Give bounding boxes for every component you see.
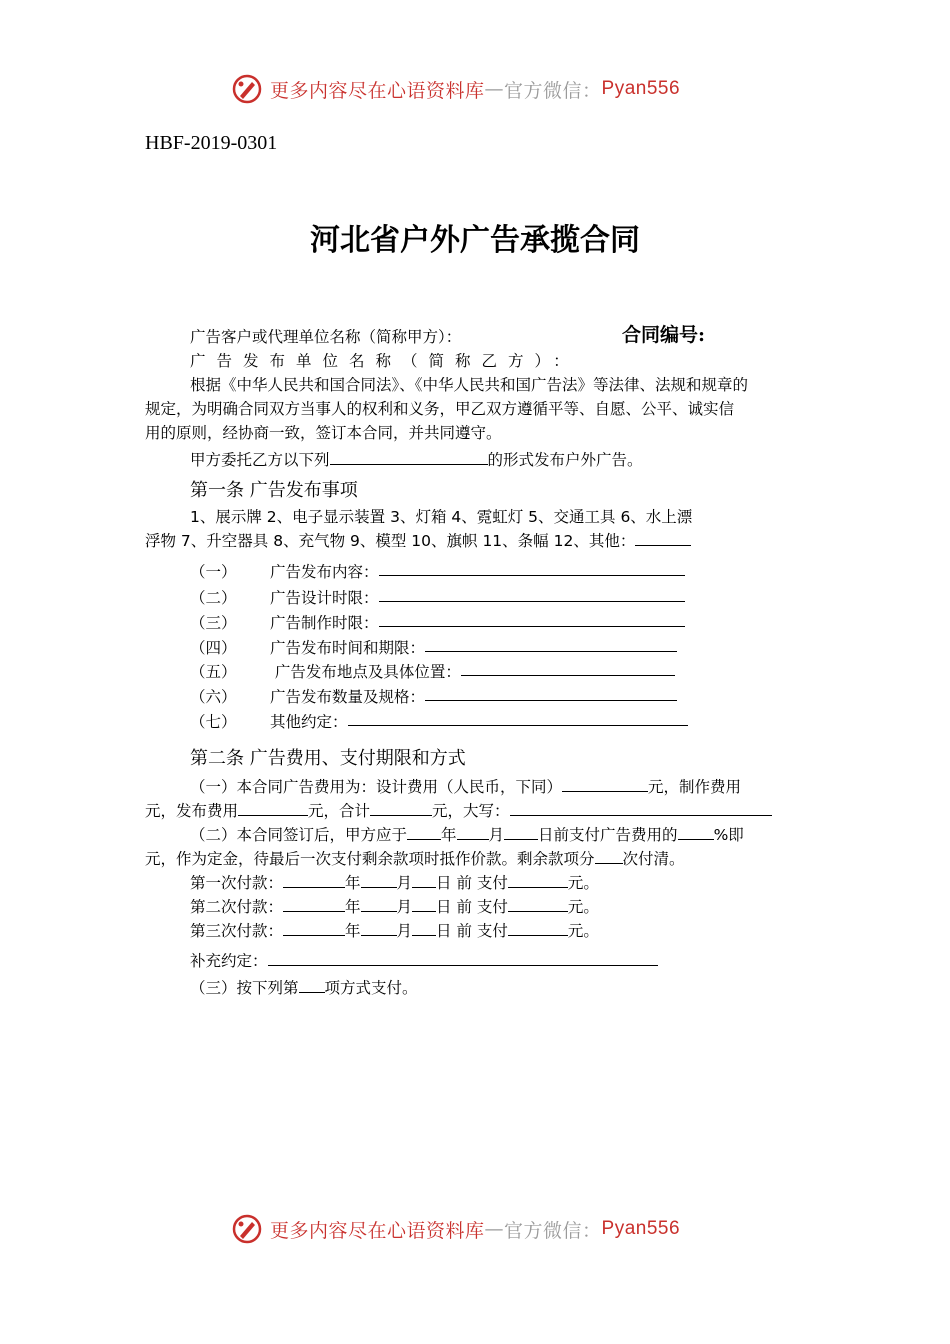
fee-text: 元，发布费用 bbox=[145, 802, 239, 820]
total-in-words-blank[interactable] bbox=[510, 800, 772, 816]
inst-text: 月 bbox=[396, 898, 413, 916]
payment-method-line bbox=[190, 976, 418, 998]
item-number: （五） bbox=[190, 663, 237, 681]
percent-blank[interactable] bbox=[678, 824, 714, 840]
method-text: 项方式支付。 bbox=[324, 979, 418, 997]
item-label: 其他约定： bbox=[270, 713, 348, 731]
item-label: 广告发布时间和期限： bbox=[270, 639, 426, 657]
inst-text: 年 bbox=[345, 874, 361, 892]
fee-text: 元，大写： bbox=[432, 802, 510, 820]
other-form-blank[interactable] bbox=[635, 530, 691, 546]
deposit-line-2 bbox=[145, 847, 685, 869]
inst-text: 元。 bbox=[567, 874, 599, 892]
party-b-label: 广告发布单位名称（简称乙方）： bbox=[190, 352, 580, 370]
item-blank[interactable] bbox=[425, 636, 677, 652]
entrust-line bbox=[190, 448, 643, 470]
item-blank[interactable] bbox=[379, 586, 685, 602]
month-blank[interactable] bbox=[457, 824, 489, 840]
installment-row bbox=[190, 895, 599, 917]
entrust-suffix: 的形式发布户外广告。 bbox=[487, 451, 643, 469]
deposit-text: 次付清。 bbox=[622, 850, 685, 868]
page-title: 河北省户外广告承揽合同 bbox=[310, 223, 640, 258]
item-blank[interactable] bbox=[379, 611, 685, 627]
inst-text: 日 前 支付 bbox=[436, 898, 508, 916]
year-blank[interactable] bbox=[407, 824, 441, 840]
ad-forms-line-1: 1、展示牌 2、电子显示装置 3、灯箱 4、霓虹灯 5、交通工具 6、水上漂 bbox=[190, 508, 693, 526]
item-label: 广告发布内容： bbox=[270, 563, 379, 581]
document-code: HBF-2019-0301 bbox=[145, 132, 278, 154]
deposit-line-1 bbox=[190, 823, 744, 845]
watermark-wechat-id: Pyan556 bbox=[601, 1218, 681, 1239]
installment-label: 第一次付款： bbox=[190, 874, 284, 892]
installment-label: 第三次付款： bbox=[190, 922, 284, 940]
watermark-wechat-label: 官方微信： bbox=[504, 79, 602, 102]
item-number: （一） bbox=[190, 563, 237, 581]
fee-text: 元，制作费用 bbox=[648, 778, 742, 796]
deposit-text: 元，作为定金，待最后一次支付剩余款项时抵作价款。剩余款项分 bbox=[145, 850, 595, 868]
item-number: （三） bbox=[190, 614, 237, 632]
total-fee-blank[interactable] bbox=[370, 800, 432, 816]
item-blank[interactable] bbox=[348, 710, 688, 726]
fee-line-2 bbox=[145, 799, 772, 821]
publish-fee-blank[interactable] bbox=[238, 800, 308, 816]
item-number: （六） bbox=[190, 688, 237, 706]
watermark-wechat-label: 官方微信： bbox=[504, 1219, 602, 1242]
installment-label: 第二次付款： bbox=[190, 898, 284, 916]
fee-text: 元，合计 bbox=[308, 802, 371, 820]
item-row bbox=[190, 685, 677, 707]
preamble-line-1: 根据《中华人民共和国合同法》、《中华人民共和国广告法》等法律、法规和规章的 bbox=[190, 376, 749, 394]
item-blank[interactable] bbox=[425, 685, 677, 701]
inst-text: 月 bbox=[396, 874, 413, 892]
inst-year-blank[interactable] bbox=[283, 896, 345, 912]
entrust-blank[interactable] bbox=[330, 449, 488, 465]
article-1-title: 第一条 广告发布事项 bbox=[190, 480, 358, 501]
installment-row bbox=[190, 871, 599, 893]
preamble-line-3: 用的原则，经协商一致，签订本合同，并共同遵守。 bbox=[145, 424, 502, 442]
pen-logo-icon bbox=[232, 74, 262, 104]
watermark-bottom bbox=[232, 1214, 680, 1244]
watermark-top bbox=[232, 74, 680, 104]
inst-year-blank[interactable] bbox=[283, 872, 345, 888]
inst-month-blank[interactable] bbox=[361, 920, 397, 936]
inst-text: 元。 bbox=[567, 922, 599, 940]
inst-day-blank[interactable] bbox=[412, 872, 436, 888]
method-blank[interactable] bbox=[299, 977, 325, 993]
party-a-label: 广告客户或代理单位名称（简称甲方）： bbox=[190, 328, 462, 346]
watermark-separator: — bbox=[484, 1218, 505, 1240]
method-text: （三）按下列第 bbox=[190, 979, 299, 997]
ad-forms-line-2 bbox=[145, 529, 691, 551]
watermark-separator: — bbox=[484, 78, 505, 100]
item-row bbox=[190, 611, 685, 633]
watermark-wechat-id: Pyan556 bbox=[601, 78, 681, 99]
design-fee-blank[interactable] bbox=[562, 776, 648, 792]
inst-amount-blank[interactable] bbox=[508, 872, 568, 888]
item-row bbox=[190, 710, 688, 732]
inst-text: 年 bbox=[345, 922, 361, 940]
item-label: 广告设计时限： bbox=[270, 589, 379, 607]
item-row bbox=[190, 586, 685, 608]
inst-text: 日 前 支付 bbox=[436, 922, 508, 940]
item-row bbox=[190, 660, 675, 682]
installment-row bbox=[190, 919, 599, 941]
inst-day-blank[interactable] bbox=[412, 896, 436, 912]
day-blank[interactable] bbox=[504, 824, 538, 840]
inst-amount-blank[interactable] bbox=[508, 920, 568, 936]
fee-line-1 bbox=[190, 775, 741, 797]
inst-text: 月 bbox=[396, 922, 413, 940]
inst-month-blank[interactable] bbox=[361, 872, 397, 888]
supplement-blank[interactable] bbox=[268, 950, 658, 966]
item-blank[interactable] bbox=[379, 560, 685, 576]
inst-month-blank[interactable] bbox=[361, 896, 397, 912]
entrust-prefix: 甲方委托乙方以下列 bbox=[190, 451, 330, 469]
deposit-text: （二）本合同签订后，甲方应于 bbox=[190, 826, 408, 844]
deposit-text: %即 bbox=[713, 826, 744, 844]
item-label: 广告制作时限： bbox=[270, 614, 379, 632]
fee-text: （一）本合同广告费用为：设计费用（人民币，下同） bbox=[190, 778, 563, 796]
deposit-text: 日前支付广告费用的 bbox=[538, 826, 678, 844]
item-number: （七） bbox=[190, 713, 237, 731]
item-row bbox=[190, 636, 677, 658]
item-label: 广告发布地点及具体位置： bbox=[270, 663, 461, 681]
deposit-text: 月 bbox=[488, 826, 505, 844]
article-2-title: 第二条 广告费用、支付期限和方式 bbox=[190, 748, 466, 769]
watermark-text: 更多内容尽在心语资料库 bbox=[270, 79, 485, 102]
inst-year-blank[interactable] bbox=[283, 920, 345, 936]
installments-blank[interactable] bbox=[595, 848, 623, 864]
item-number: （二） bbox=[190, 589, 237, 607]
item-blank[interactable] bbox=[461, 660, 675, 676]
pen-logo-icon bbox=[232, 1214, 262, 1244]
item-label: 广告发布数量及规格： bbox=[270, 688, 426, 706]
item-row bbox=[190, 560, 685, 582]
inst-text: 元。 bbox=[567, 898, 599, 916]
preamble-line-2: 规定，为明确合同双方当事人的权利和义务，甲乙双方遵循平等、自愿、公平、诚实信 bbox=[145, 400, 735, 418]
inst-day-blank[interactable] bbox=[412, 920, 436, 936]
deposit-text: 年 bbox=[441, 826, 457, 844]
ad-forms-line-2-text: 浮物 7、升空器具 8、充气物 9、模型 10、旗帜 11、条幅 12、其他： bbox=[145, 532, 636, 550]
item-number: （四） bbox=[190, 639, 237, 657]
inst-text: 日 前 支付 bbox=[436, 874, 508, 892]
supplement-label: 补充约定： bbox=[190, 952, 268, 970]
supplement-line bbox=[190, 949, 658, 971]
watermark-text: 更多内容尽在心语资料库 bbox=[270, 1219, 485, 1242]
inst-amount-blank[interactable] bbox=[508, 896, 568, 912]
inst-text: 年 bbox=[345, 898, 361, 916]
contract-number-label: 合同编号: bbox=[622, 324, 706, 346]
